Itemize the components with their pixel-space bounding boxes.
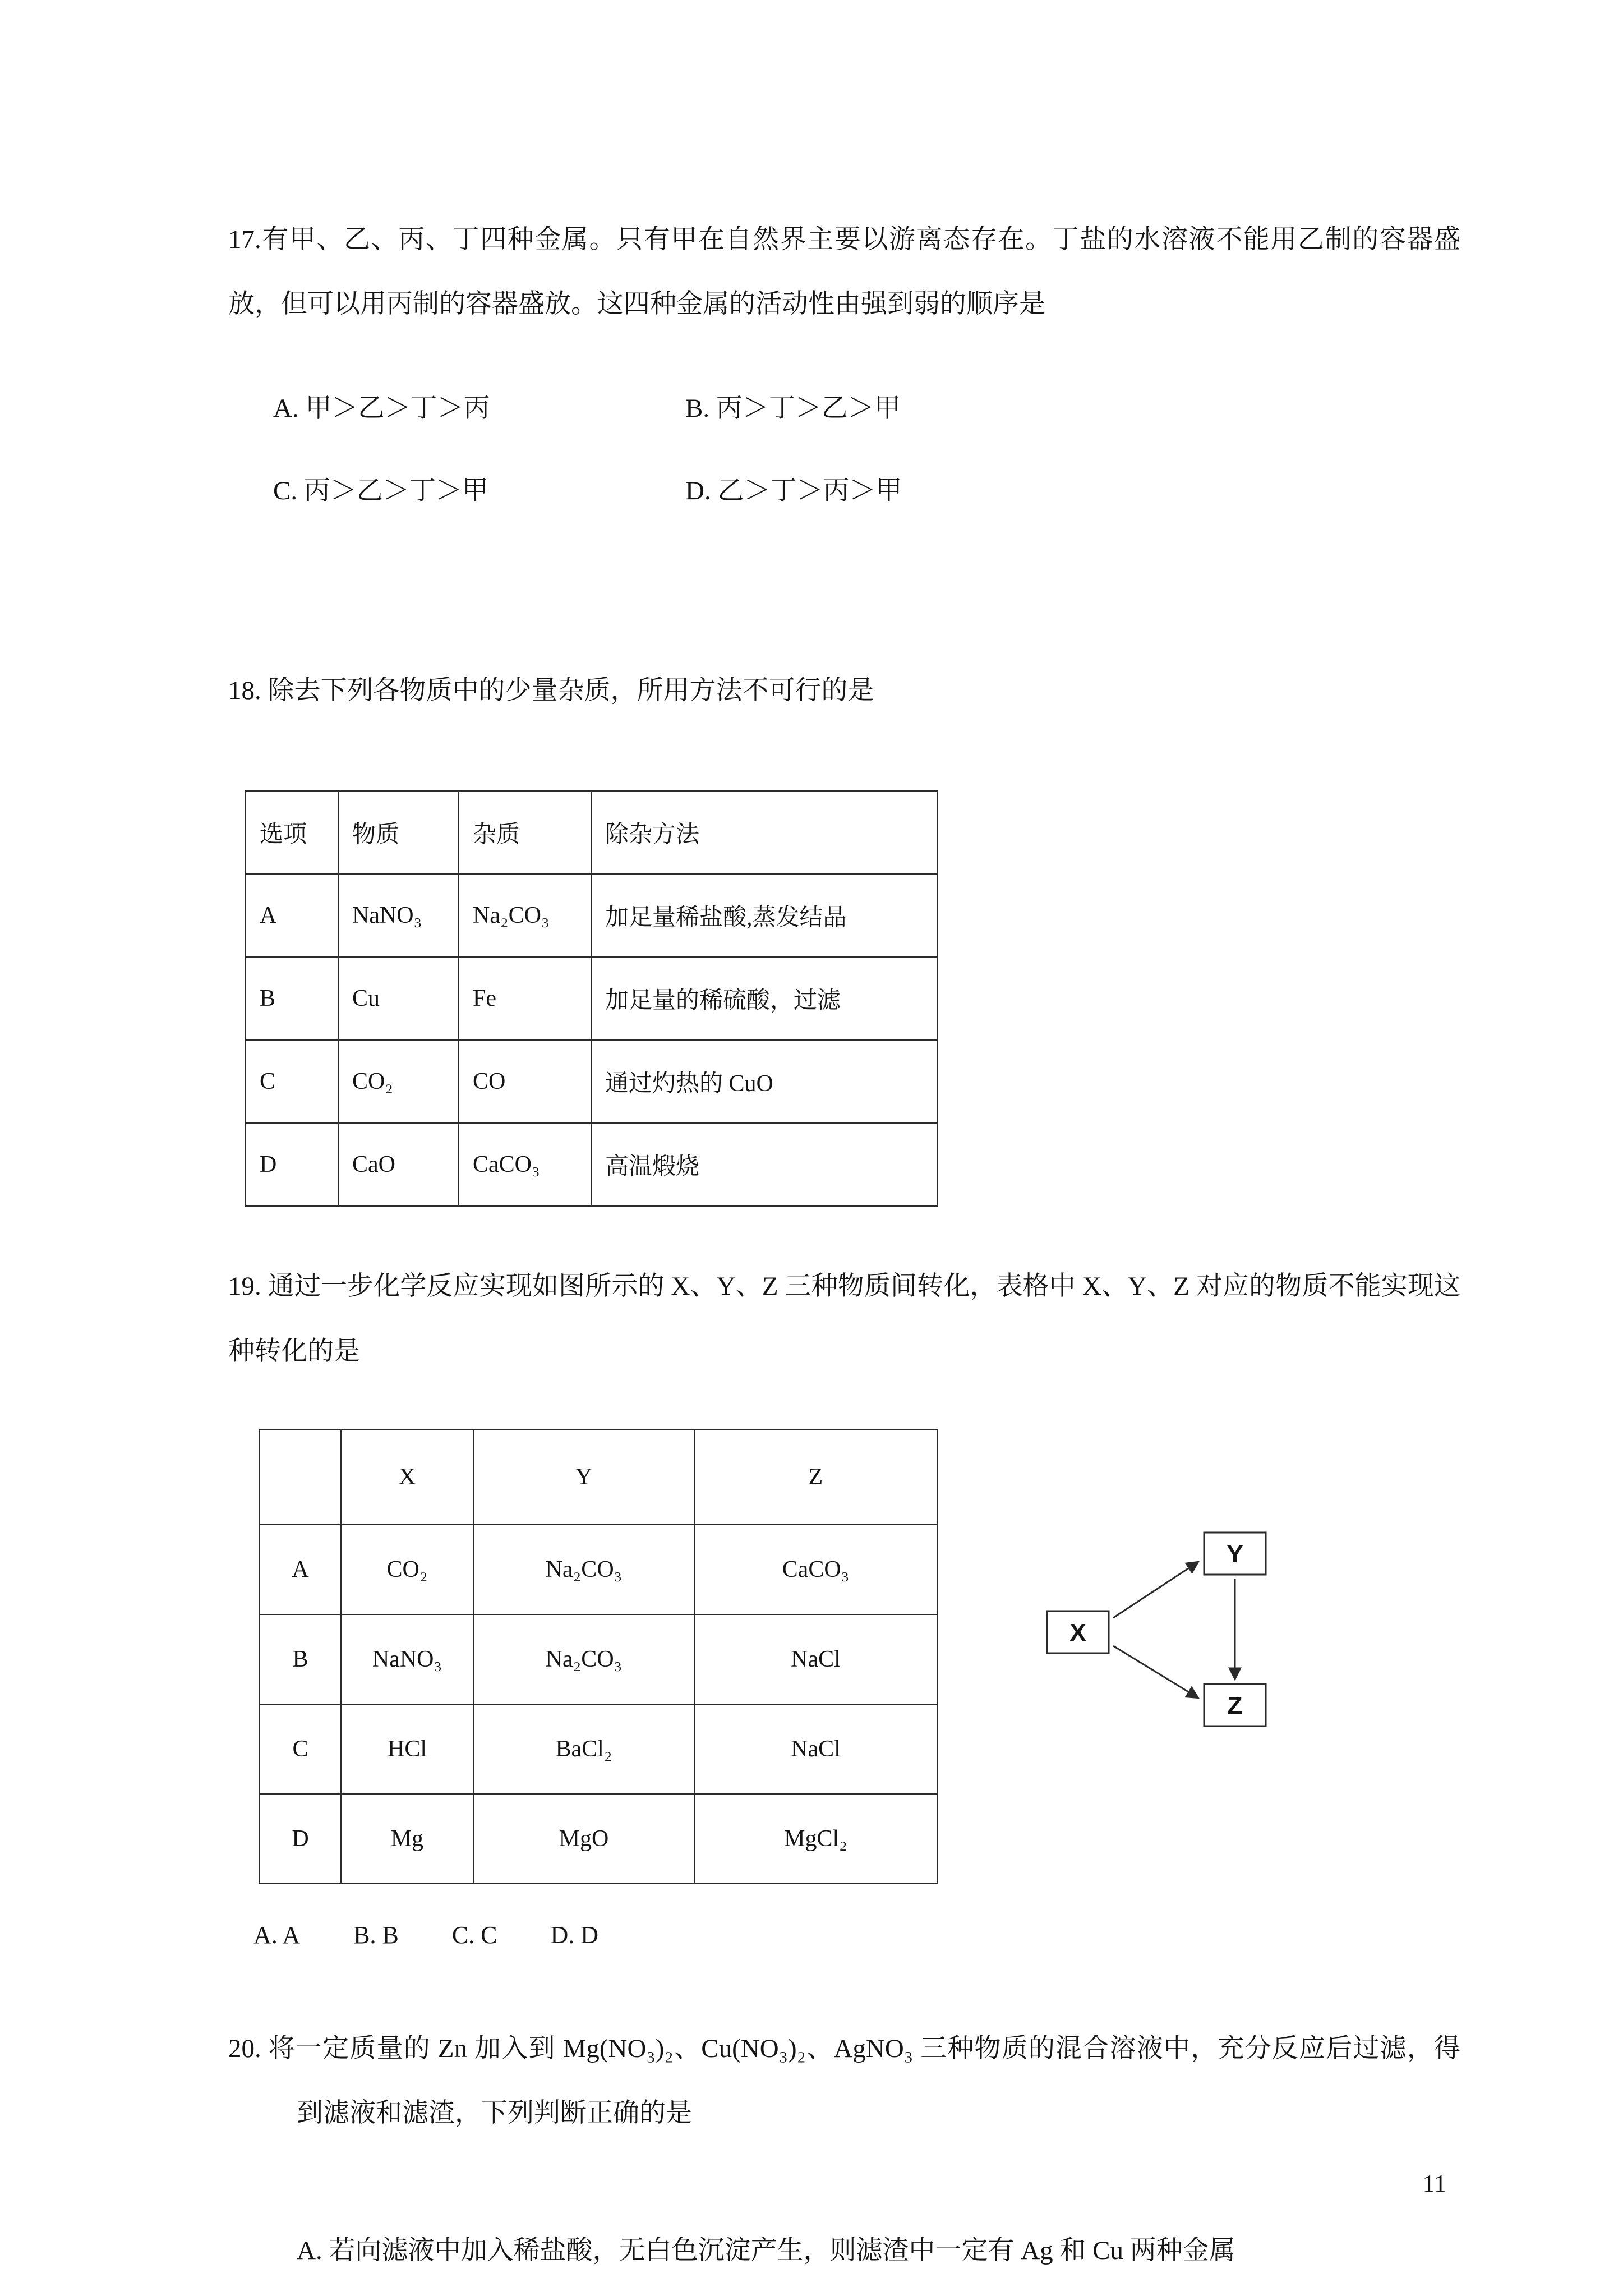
table-row [260, 1704, 937, 1794]
question-17-stem: 17.有甲、乙、丙、丁四种金属。只有甲在自然界主要以游离态存在。丁盐的水溶液不能用乙制的容器盛放，但可以用丙制的容器盛放。这四种金属的活动性由强到弱的顺序是 [228, 225, 1460, 319]
table-cell: HCl [341, 1704, 473, 1794]
question-19 [228, 1254, 1460, 1949]
question-19-answer-a: A. A [253, 1921, 301, 1949]
question-19-answer-options [228, 1921, 1460, 1949]
table-cell: MgO [473, 1794, 694, 1884]
table-row [246, 874, 937, 957]
table-cell: NaNO₃ [338, 874, 459, 957]
header-cell: 物质 [338, 791, 459, 874]
table-row [246, 1123, 937, 1206]
table-cell: Mg [341, 1794, 473, 1884]
question-19-stem: 19. 通过一步化学反应实现如图所示的 X、Y、Z 三种物质间转化，表格中 X、Y、Z 对应的物质不能实现这种转化的是 [228, 1272, 1460, 1366]
header-cell: Y [473, 1429, 694, 1525]
header-cell [260, 1429, 341, 1525]
question-17 [228, 208, 1460, 507]
question-19-conversion-diagram [1036, 1521, 1316, 1746]
table-cell: CaCO₃ [694, 1525, 937, 1614]
arrow-x-to-y-icon [1113, 1562, 1198, 1618]
table-cell: CO₂ [338, 1040, 459, 1123]
table-cell: CO₂ [341, 1525, 473, 1614]
table-cell: 加足量稀盐酸,蒸发结晶 [591, 874, 937, 957]
header-cell: 选项 [246, 791, 338, 874]
question-17-options-row-2 [228, 470, 1460, 507]
table-cell: CO [459, 1040, 591, 1123]
table-row [260, 1614, 937, 1704]
table-cell: NaCl [694, 1614, 937, 1704]
question-17-option-b: B. 丙＞丁＞乙＞甲 [685, 394, 901, 424]
question-18-impurity-table [245, 790, 938, 1207]
table-cell: 通过灼热的 CuO [591, 1040, 937, 1123]
table-row [260, 1794, 937, 1884]
question-17-option-a: A. 甲＞乙＞丁＞丙 [273, 394, 490, 424]
header-cell: X [341, 1429, 473, 1525]
page-number: 11 [1422, 2170, 1446, 2197]
question-18 [228, 659, 1460, 1207]
table-cell: B [260, 1614, 341, 1704]
table-row [246, 957, 937, 1040]
table-header-row [246, 791, 937, 874]
table-cell: A [246, 874, 338, 957]
table-header-row [260, 1429, 937, 1525]
question-17-option-c: C. 丙＞乙＞丁＞甲 [273, 476, 488, 506]
question-19-answer-d: D. D [550, 1921, 599, 1949]
table-row [260, 1525, 937, 1614]
table-cell: NaCl [694, 1704, 937, 1794]
node-y-label: Y [1227, 1540, 1243, 1568]
node-x-label: X [1069, 1618, 1086, 1646]
header-cell: Z [694, 1429, 937, 1525]
header-cell: 除杂方法 [591, 791, 937, 874]
table-cell: Fe [459, 957, 591, 1040]
table-cell: B [246, 957, 338, 1040]
table-cell: D [246, 1123, 338, 1206]
table-cell: Cu [338, 957, 459, 1040]
table-cell: NaNO₃ [341, 1614, 473, 1704]
arrow-x-to-z-icon [1113, 1646, 1198, 1698]
header-cell: 杂质 [459, 791, 591, 874]
table-cell: Na₂CO₃ [473, 1525, 694, 1614]
question-20 [228, 2017, 1460, 2283]
table-cell: Na₂CO₃ [459, 874, 591, 957]
question-17-option-d: D. 乙＞丁＞丙＞甲 [685, 476, 902, 506]
question-17-options-row-1 [228, 387, 1460, 425]
table-cell: Na₂CO₃ [473, 1614, 694, 1704]
node-z-label: Z [1227, 1691, 1243, 1719]
table-cell: 高温煅烧 [591, 1123, 937, 1206]
question-19-body [228, 1429, 1460, 1884]
table-cell: C [260, 1704, 341, 1794]
table-cell: D [260, 1794, 341, 1884]
table-cell: 加足量的稀硫酸，过滤 [591, 957, 937, 1040]
table-cell: CaCO₃ [459, 1123, 591, 1206]
table-cell: A [260, 1525, 341, 1614]
question-20-option-a: A. 若向滤液中加入稀盐酸，无白色沉淀产生，则滤渣中一定有 Ag 和 Cu 两种金属 [297, 2235, 1235, 2265]
question-18-stem: 18. 除去下列各物质中的少量杂质，所用方法不可行的是 [228, 676, 874, 706]
table-cell: BaCl₂ [473, 1704, 694, 1794]
conversion-diagram-svg [1036, 1521, 1316, 1746]
question-20-stem: 20. 将一定质量的 Zn 加入到 Mg(NO₃)₂、Cu(NO₃)₂、AgNO₃ 三种物质的混合溶液中，充分反应后过滤，得到滤液和滤渣，下列判断正确的是 [228, 2033, 1460, 2128]
table-cell: CaO [338, 1123, 459, 1206]
question-19-answer-b: B. B [353, 1921, 399, 1949]
question-19-conversion-table [259, 1429, 938, 1884]
table-cell: MgCl₂ [694, 1794, 937, 1884]
table-row [246, 1040, 937, 1123]
question-19-answer-c: C. C [451, 1921, 497, 1949]
table-cell: C [246, 1040, 338, 1123]
